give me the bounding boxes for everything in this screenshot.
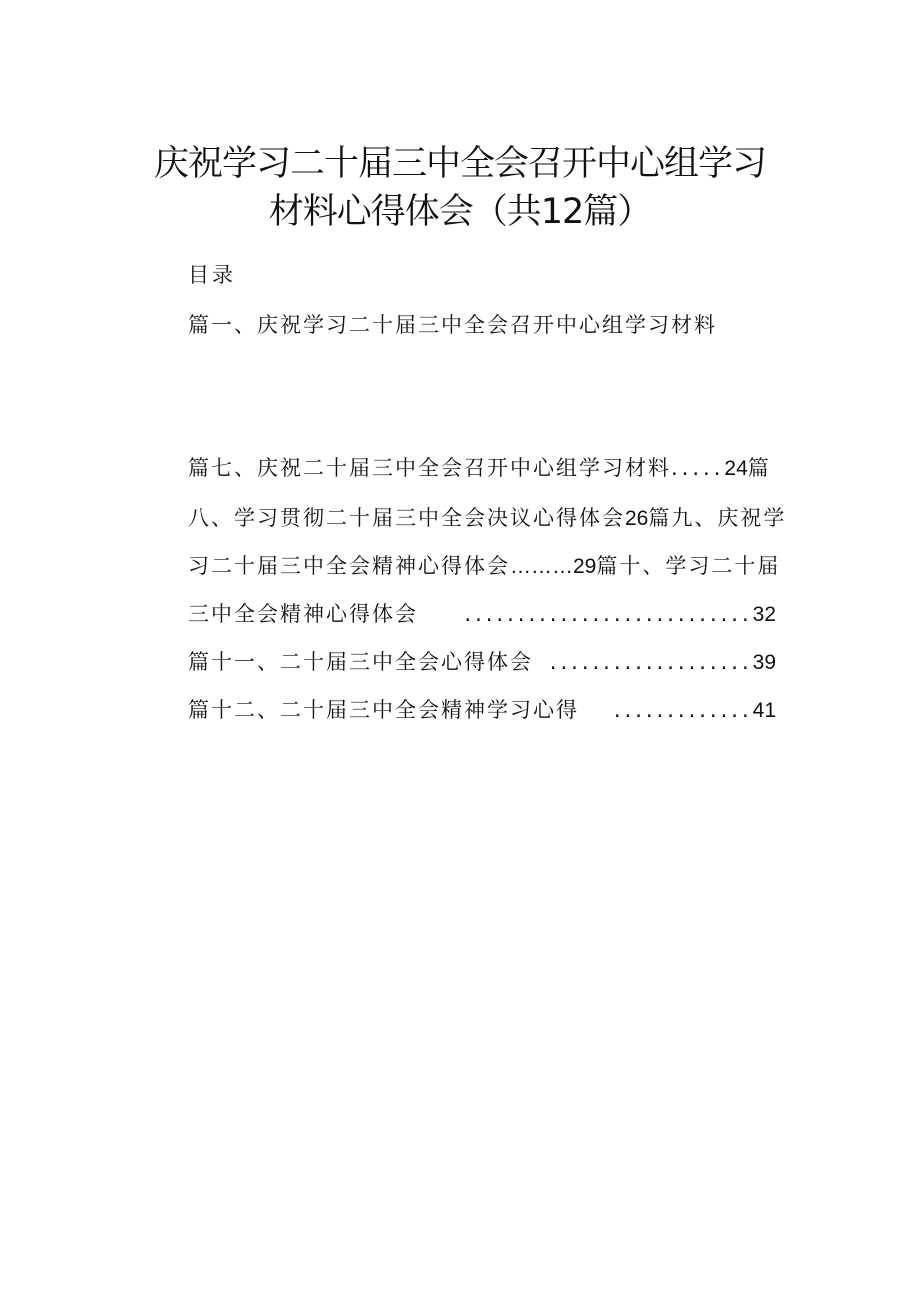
toc-heading: 目录 xyxy=(188,263,236,287)
toc-line-1-page: 24 xyxy=(724,457,748,480)
toc-line-6-page: 41 xyxy=(752,699,776,722)
toc-line-5-text: 篇十一、二十届三中全会心得体会 xyxy=(188,650,533,674)
toc-line-6 xyxy=(188,695,776,725)
toc-line-2-page: 26 xyxy=(625,507,649,530)
toc-line-3-text: 习二十届三中全会精神心得体会 xyxy=(188,554,510,578)
toc-line-3-leader: ……… xyxy=(510,555,573,578)
toc-line-3-page: 29 xyxy=(573,555,597,578)
toc-line-4-text: 三中全会精神心得体会 xyxy=(188,602,418,626)
toc-line-3 xyxy=(188,551,781,581)
toc-line-6-leader: ............. xyxy=(613,698,753,722)
toc-line-4-leader: ........................... xyxy=(464,602,753,626)
toc-line-1-tail: 篇 xyxy=(747,456,771,480)
toc-line-1 xyxy=(188,453,776,483)
document-title-line-1: 庆祝学习二十届三中全会召开中心组学习 xyxy=(153,144,766,184)
toc-line-6-text: 篇十二、二十届三中全会精神学习心得 xyxy=(188,698,579,722)
toc-line-5-page: 39 xyxy=(752,651,776,674)
toc-line-1-text: 篇七、庆祝二十届三中全会召开中心组学习材料 xyxy=(188,456,671,480)
toc-line-4-page: 32 xyxy=(752,603,776,626)
toc-line-4 xyxy=(188,599,776,629)
toc-line-2 xyxy=(188,503,787,533)
toc-line-3-tail: 篇十、学习二十届 xyxy=(596,554,781,578)
toc-line-2-tail: 篇九、庆祝学 xyxy=(648,506,787,530)
document-title-line-2: 材料心得体会（共12篇） xyxy=(268,192,652,232)
toc-line-2-text: 八、学习贯彻二十届三中全会决议心得体会 xyxy=(188,506,625,530)
toc-line-5-leader: ................... xyxy=(549,650,753,674)
toc-line-1-leader: ..... xyxy=(671,456,725,480)
toc-entry-1: 篇一、庆祝学习二十届三中全会召开中心组学习材料 xyxy=(188,313,717,337)
toc-line-5 xyxy=(188,647,776,677)
